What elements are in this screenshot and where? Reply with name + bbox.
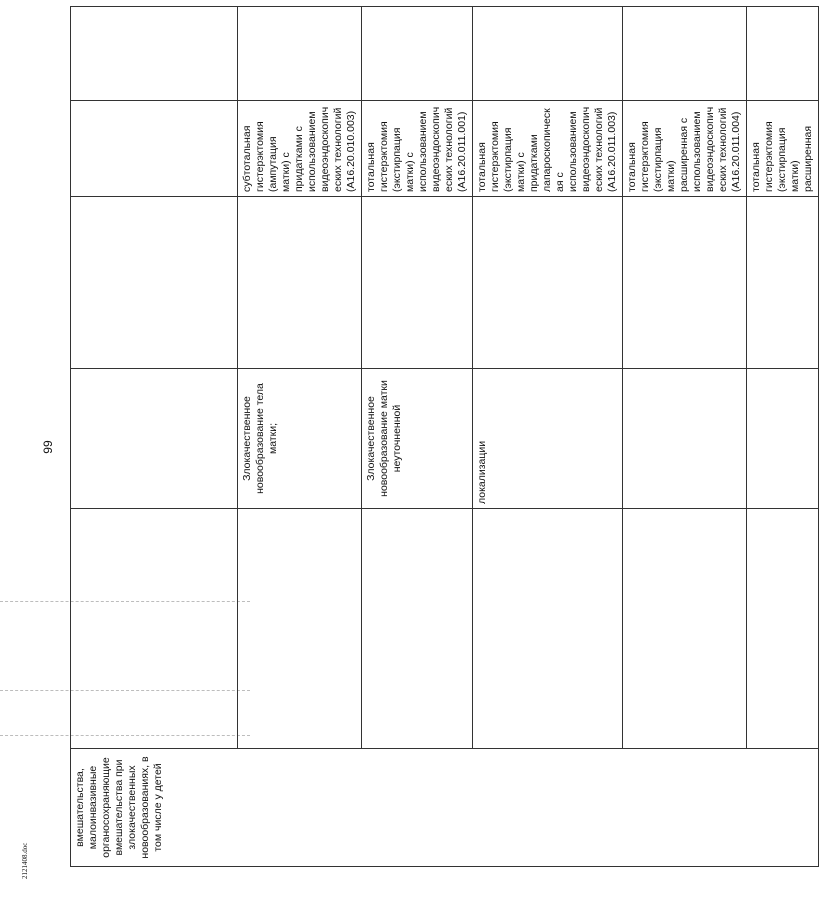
empty-cell	[238, 509, 362, 749]
empty-cell	[747, 197, 819, 369]
empty-cell	[71, 101, 238, 197]
empty-cell	[473, 197, 623, 369]
treatment-cell: тотальная гистерэктомия (экстирпация матки) расширенная	[747, 101, 819, 197]
empty-cell	[473, 509, 623, 749]
diagnosis-cell	[623, 369, 747, 509]
table-row	[473, 7, 623, 867]
table-row	[747, 7, 819, 867]
table-row	[238, 7, 362, 867]
method-group-cell: вмешательства, малоинвазивные органосохраняющие вмешательства при злокачественных новообразованиях, в том числе у детей	[71, 749, 819, 867]
empty-cell	[623, 7, 747, 101]
table-row	[362, 7, 473, 867]
empty-cell	[362, 7, 473, 101]
empty-cell	[71, 197, 238, 369]
empty-cell	[238, 197, 362, 369]
treatment-cell: субтотальная гистерэктомия (ампутация матки) с придатками с использованием видеоэндоскопических технологий (A16.20.010.003)	[238, 101, 362, 197]
empty-cell	[71, 369, 238, 509]
empty-cell	[623, 509, 747, 749]
table-row	[71, 7, 238, 867]
empty-cell	[747, 509, 819, 749]
empty-cell	[238, 7, 362, 101]
treatment-cell: тотальная гистерэктомия (экстирпация матки) с придатками лапароскопическая с использованием видеоэндоскопических технологий (A16.20.011.003)	[473, 101, 623, 197]
empty-cell	[362, 197, 473, 369]
empty-cell	[71, 509, 238, 749]
diagnosis-cell: локализации	[473, 369, 623, 509]
empty-cell	[623, 197, 747, 369]
table-row	[623, 7, 747, 867]
empty-cell	[473, 7, 623, 101]
diagnosis-cell: Злокачественное новообразование матки неуточненной	[362, 369, 473, 509]
empty-cell	[362, 509, 473, 749]
rotated-table	[70, 7, 814, 867]
diagnosis-cell: Злокачественное новообразование тела матки;	[238, 369, 362, 509]
empty-cell	[71, 7, 238, 101]
procedures-table	[70, 6, 819, 867]
diagnosis-cell	[747, 369, 819, 509]
treatment-cell: тотальная гистерэктомия (экстирпация матки) расширенная с использованием видеоэндоскопических технологий (A16.20.011.004)	[623, 101, 747, 197]
file-stamp: 2121408.doc	[21, 842, 29, 879]
page-number: 99	[41, 440, 55, 454]
empty-cell	[747, 7, 819, 101]
treatment-cell: тотальная гистерэктомия (экстирпация матки) с использованием видеоэндоскопических технологий (A16.20.011.001)	[362, 101, 473, 197]
